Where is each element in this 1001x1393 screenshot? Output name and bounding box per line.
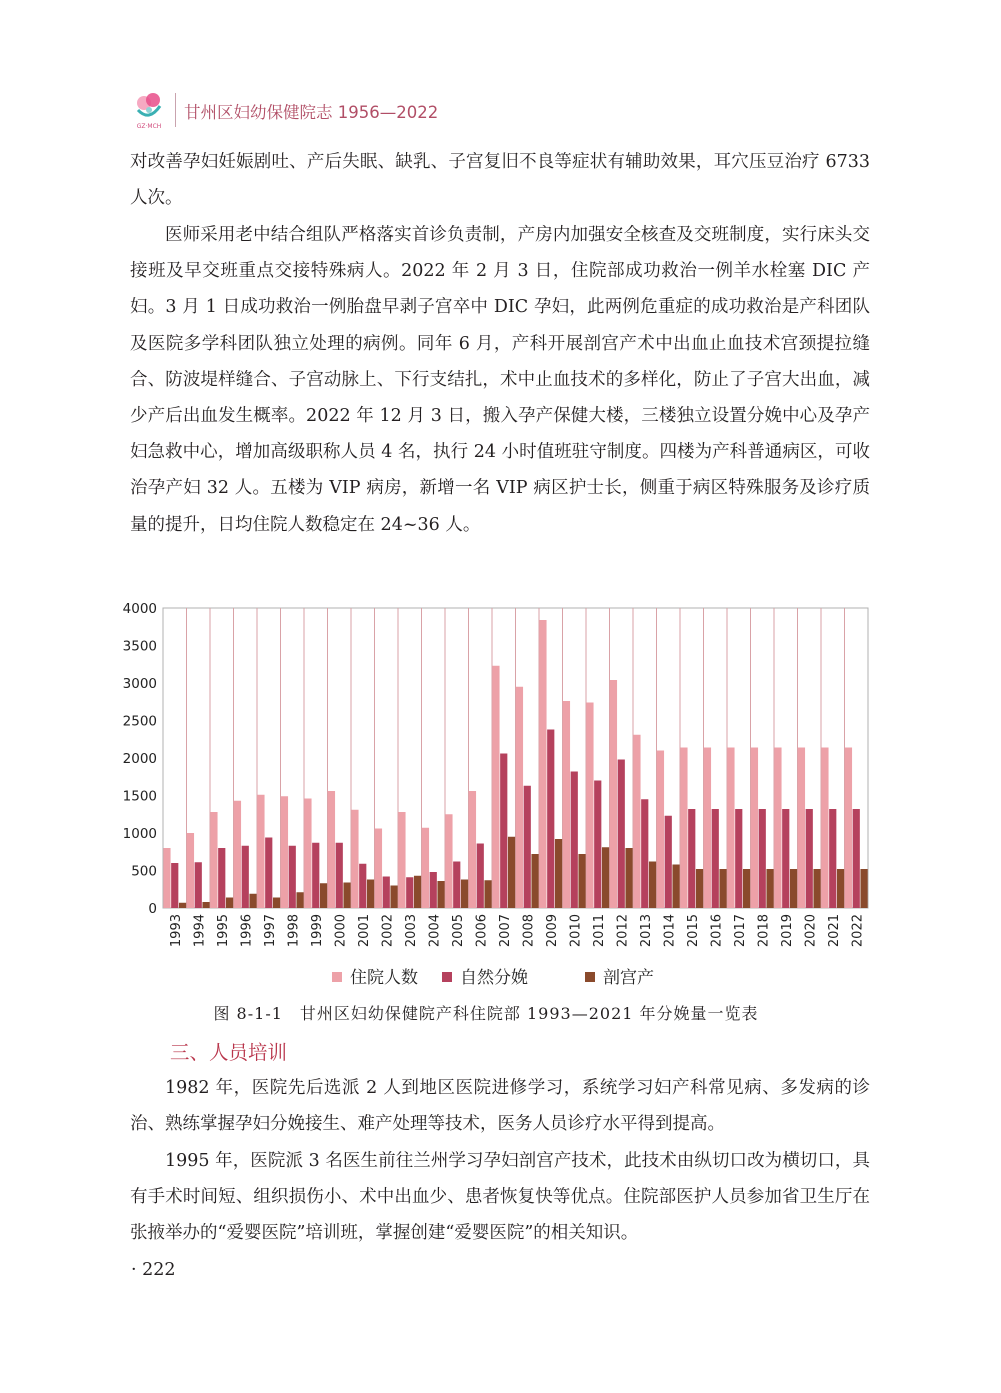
y-tick-label: 2000: [122, 751, 157, 767]
bar-自然分娩-1998: [289, 846, 296, 908]
x-tick-label: 2022: [850, 914, 866, 948]
bar-自然分娩-2002: [383, 877, 390, 909]
x-tick-label: 2007: [497, 914, 513, 948]
bar-剖宫产-1998: [296, 892, 303, 908]
y-tick-label: 1000: [122, 826, 157, 842]
bar-剖宫产-2014: [672, 865, 679, 909]
bar-住院人数-2004: [422, 828, 429, 908]
bar-住院人数-2014: [657, 751, 664, 909]
bar-住院人数-2019: [774, 748, 781, 909]
x-tick-label: 2006: [474, 914, 490, 948]
x-tick-label: 1994: [192, 914, 208, 948]
x-tick-label: 2003: [403, 914, 419, 948]
x-tick-label: 2014: [662, 914, 678, 948]
bar-剖宫产-1999: [320, 883, 327, 908]
x-tick-label: 1997: [262, 914, 278, 948]
bar-住院人数-2022: [845, 748, 852, 909]
x-tick-label: 1995: [215, 914, 231, 948]
x-tick-label: 2016: [709, 914, 725, 948]
y-tick-label: 2500: [122, 713, 157, 730]
bar-自然分娩-1995: [218, 848, 225, 908]
paragraph-1: 对改善孕妇妊娠剧吐、产后失眠、缺乳、子宫复旧不良等症状有辅助效果，耳穴压豆治疗 6733 人次。: [130, 152, 870, 209]
bar-自然分娩-2003: [406, 877, 413, 908]
bar-剖宫产-2015: [696, 869, 703, 908]
paragraph-4: 1995 年，医院派 3 名医生前往兰州学习孕妇剖宫产技术，此技术由纵切口改为横切口，具有手术时间短、组织损伤小、术中出血少、患者恢复快等优点。住院部医护人员参加省卫生厅在张掖举办的“爱婴医院”培训班，掌握创建“爱婴医院”的相关知识。: [130, 1151, 870, 1244]
bar-住院人数-2006: [469, 791, 476, 908]
legend-swatch: [442, 972, 452, 982]
bar-自然分娩-2012: [618, 760, 625, 909]
bar-自然分娩-1993: [171, 863, 178, 908]
bar-剖宫产-2021: [837, 869, 844, 908]
bar-自然分娩-2014: [665, 816, 672, 908]
bar-剖宫产-2018: [766, 869, 773, 908]
bar-剖宫产-1995: [226, 898, 233, 909]
bar-剖宫产-2009: [555, 839, 562, 908]
y-tick-label: 1500: [122, 788, 157, 805]
bar-住院人数-2003: [398, 812, 405, 908]
legend-label: 剖宫产: [603, 968, 654, 988]
x-tick-label: 1999: [309, 914, 325, 948]
bar-自然分娩-2019: [782, 809, 789, 908]
bar-剖宫产-2019: [790, 869, 797, 908]
bar-自然分娩-2009: [547, 730, 554, 909]
bar-住院人数-2002: [375, 829, 382, 909]
x-tick-label: 2004: [427, 914, 443, 948]
bar-住院人数-1999: [304, 799, 311, 909]
bar-自然分娩-1996: [242, 846, 249, 908]
bar-自然分娩-2006: [477, 844, 484, 909]
bar-住院人数-2009: [539, 620, 546, 908]
bar-自然分娩-2011: [594, 781, 601, 909]
bar-住院人数-2016: [704, 748, 711, 909]
section-title: 三、人员培训: [170, 1041, 288, 1064]
bar-自然分娩-2001: [359, 864, 366, 908]
page-number: · 222: [131, 1260, 176, 1280]
x-tick-label: 2005: [450, 914, 466, 948]
bar-住院人数-1995: [210, 812, 217, 908]
bar-住院人数-1994: [187, 833, 194, 908]
x-tick-label: 2010: [568, 914, 584, 948]
bar-自然分娩-2020: [806, 809, 813, 908]
bar-剖宫产-1997: [273, 898, 280, 909]
bar-自然分娩-2010: [571, 772, 578, 909]
bar-自然分娩-2000: [336, 843, 343, 908]
header-divider: [175, 93, 176, 127]
x-tick-label: 2002: [380, 914, 396, 948]
legend-label: 住院人数: [350, 968, 418, 988]
bar-住院人数-2020: [798, 748, 805, 909]
bar-自然分娩-2004: [430, 872, 437, 908]
x-tick-label: 2001: [356, 914, 372, 948]
legend-label: 自然分娩: [460, 968, 528, 988]
y-tick-label: 0: [148, 901, 157, 917]
bar-自然分娩-1997: [265, 838, 272, 909]
bar-自然分娩-2018: [759, 809, 766, 908]
y-tick-label: 3500: [122, 638, 157, 655]
figure-caption: 图 8-1-1 甘州区妇幼保健院产科住院部 1993—2021 年分娩量一览表: [213, 1004, 759, 1023]
legend-item: [442, 968, 528, 988]
y-axis: [123, 601, 157, 917]
bar-住院人数-1997: [257, 795, 264, 908]
delivery-volume-chart: [112, 590, 882, 1000]
bar-剖宫产-2005: [461, 880, 468, 909]
bar-剖宫产-2007: [508, 837, 515, 908]
bar-住院人数-2021: [821, 748, 828, 909]
bar-剖宫产-2001: [367, 880, 374, 909]
legend-item: [585, 968, 654, 988]
x-tick-label: 1993: [168, 914, 184, 948]
x-tick-label: 2000: [333, 914, 349, 948]
x-tick-label: 2020: [803, 914, 819, 948]
bar-自然分娩-2015: [688, 809, 695, 908]
logo-text: GZ·MCH: [136, 123, 162, 130]
bar-剖宫产-2004: [437, 881, 444, 908]
x-tick-label: 2009: [544, 914, 560, 948]
chart-legend: [332, 968, 654, 988]
bar-剖宫产-2006: [484, 880, 491, 908]
x-tick-label: 2018: [756, 914, 772, 948]
bar-自然分娩-2021: [829, 809, 836, 908]
bar-剖宫产-2022: [860, 869, 867, 908]
bar-住院人数-1993: [163, 848, 170, 908]
bar-剖宫产-2011: [602, 847, 609, 908]
y-tick-label: 3000: [122, 676, 157, 692]
x-tick-label: 2012: [615, 914, 631, 948]
y-tick-label: 4000: [122, 601, 157, 617]
y-tick-label: 500: [131, 863, 157, 880]
bar-剖宫产-2010: [578, 854, 585, 908]
bar-自然分娩-2013: [641, 799, 648, 908]
bar-剖宫产-2016: [719, 869, 726, 908]
legend-item: [332, 968, 418, 988]
bar-自然分娩-2022: [853, 809, 860, 908]
x-tick-label: 2019: [779, 914, 795, 948]
bar-住院人数-1996: [234, 801, 241, 908]
bar-住院人数-2010: [563, 701, 570, 908]
header-title: 甘州区妇幼保健院志 1956—2022: [184, 103, 439, 122]
bar-住院人数-2008: [516, 687, 523, 908]
bar-剖宫产-2017: [743, 869, 750, 908]
bar-剖宫产-2012: [625, 848, 632, 908]
bar-剖宫产-2000: [343, 883, 350, 909]
x-tick-label: 2015: [685, 914, 701, 948]
bar-住院人数-2000: [328, 791, 335, 908]
bar-住院人数-2013: [633, 735, 640, 908]
bar-住院人数-2001: [351, 810, 358, 908]
bar-住院人数-2007: [492, 666, 499, 908]
bar-自然分娩-2016: [712, 809, 719, 908]
hospital-logo-icon: [132, 88, 166, 130]
x-tick-label: 2013: [638, 914, 654, 948]
bar-剖宫产-2008: [531, 854, 538, 908]
bar-住院人数-2017: [727, 748, 734, 909]
bar-住院人数-1998: [281, 796, 288, 908]
bar-住院人数-2015: [680, 748, 687, 909]
bar-自然分娩-2007: [500, 754, 507, 909]
bar-剖宫产-1994: [202, 902, 209, 908]
bar-自然分娩-2017: [735, 809, 742, 908]
bar-自然分娩-1999: [312, 843, 319, 908]
bar-住院人数-2011: [586, 703, 593, 909]
x-tick-label: 2021: [826, 914, 842, 948]
bar-剖宫产-1993: [179, 903, 186, 908]
bar-自然分娩-1994: [195, 862, 202, 908]
bar-住院人数-2005: [445, 814, 452, 908]
legend-swatch: [332, 972, 342, 982]
x-tick-label: 1996: [239, 914, 255, 948]
x-tick-label: 2011: [591, 914, 607, 948]
bar-自然分娩-2008: [524, 786, 531, 908]
bar-自然分娩-2005: [453, 862, 460, 909]
x-tick-label: 1998: [286, 914, 302, 948]
paragraph-2: 医师采用老中结合组队严格落实首诊负责制，产房内加强安全核查及交班制度，实行床头交接班及早交班重点交接特殊病人。2022 年 2 月 3 日，住院部成功救治一例羊水栓塞 DIC 产妇。3 月 1 日成功救治一例胎盘早剥子宫卒中 DIC 孕妇，此两例危重症的成功救治是产科团队及医院多学科团队独立处理的病例。同年 6 月，产科开展剖宫产术中出血止血技术宫颈提拉缝合、防波堤样缝合、子宫动脉上、下行支结扎，术中止血技术的多样化，防止了子宫大出血，减少产后出血发生概率。2022 年 12 月 3 日，搬入孕产保健大楼，三楼独立设置分娩中心及孕产妇急救中心，增加高级职称人员 4 名，执行 24 小时值班驻守制度。四楼为产科普通病区，可收治孕产妇 32 人。五楼为 VIP 病房，新增一名 VIP 病区护士长，侧重于病区特殊服务及诊疗质量的提升，日均住院人数稳定在 24~36 人。: [130, 225, 870, 535]
legend-swatch: [585, 972, 595, 982]
bar-住院人数-2012: [610, 680, 617, 908]
bar-住院人数-2018: [751, 748, 758, 909]
bar-剖宫产-2013: [649, 862, 656, 909]
bar-剖宫产-2020: [813, 869, 820, 908]
bar-剖宫产-2003: [414, 876, 421, 908]
bar-剖宫产-2002: [390, 886, 397, 909]
x-axis: [169, 914, 866, 947]
bar-剖宫产-1996: [249, 894, 256, 908]
paragraph-3: 1982 年，医院先后选派 2 人到地区医院进修学习，系统学习妇产科常见病、多发病的诊治、熟练掌握孕妇分娩接生、难产处理等技术，医务人员诊疗水平得到提高。: [130, 1078, 870, 1135]
x-tick-label: 2017: [732, 914, 748, 948]
x-tick-label: 2008: [521, 914, 537, 948]
